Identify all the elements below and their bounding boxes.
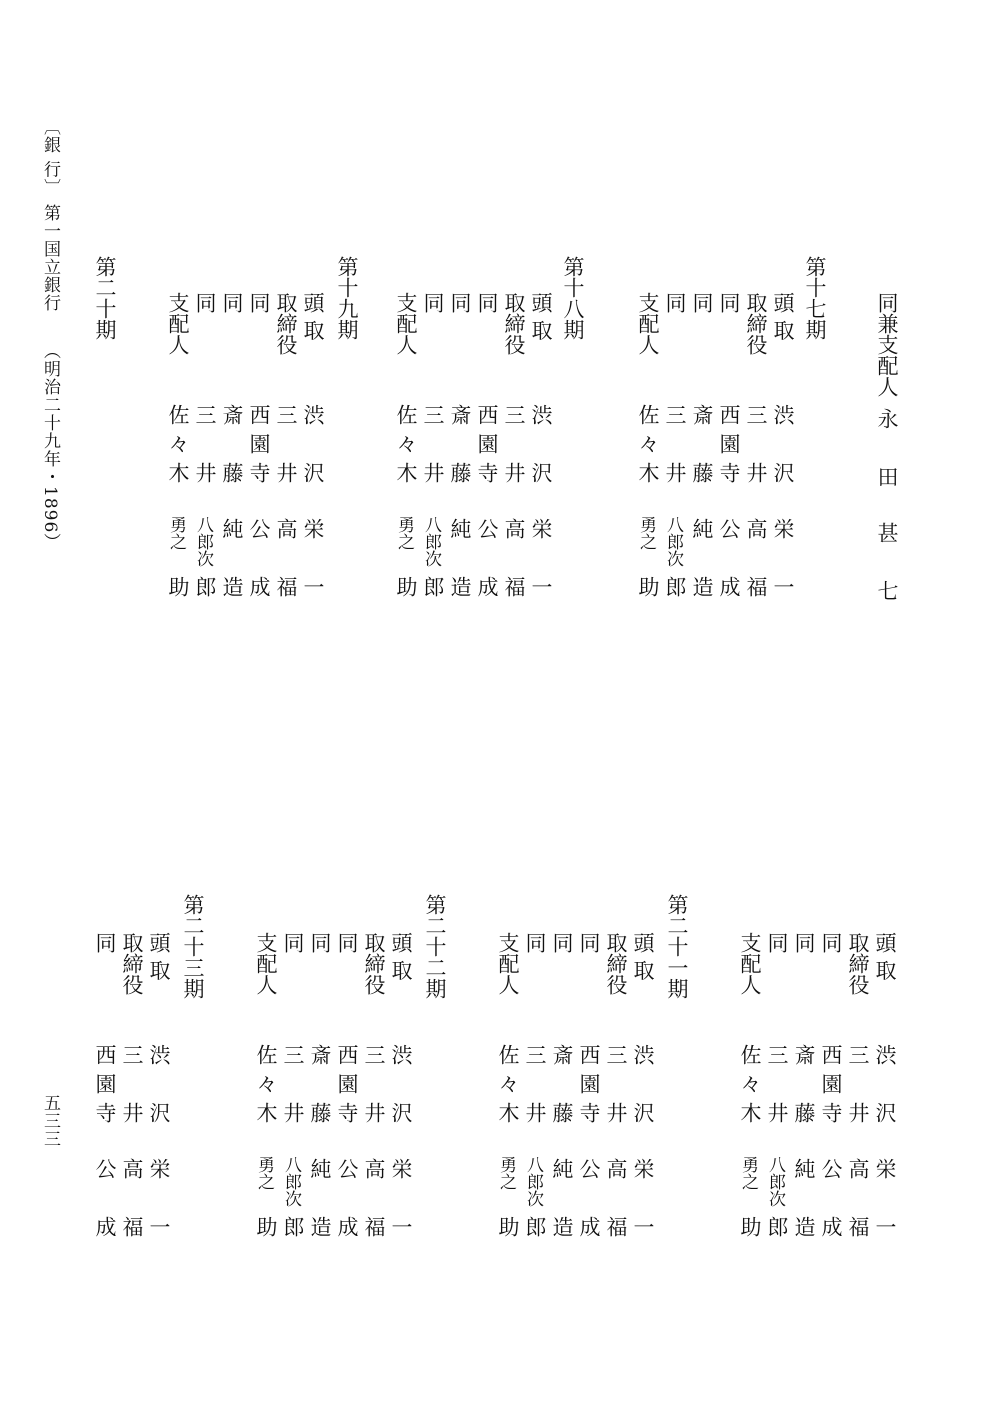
period-18-role: 頭 取 bbox=[529, 292, 553, 341]
period-17-role: 同 bbox=[717, 292, 741, 313]
period-23-given-part: 公 bbox=[93, 1158, 117, 1179]
period-title-21: 第二十一期 bbox=[665, 894, 689, 999]
period-20-surname-char: 斎 bbox=[792, 1044, 816, 1065]
period-19-surname-char: 三 bbox=[274, 404, 298, 425]
period-18-surname-char: 西 bbox=[475, 404, 499, 425]
period-18-surname-char: 渋 bbox=[529, 404, 553, 425]
period-18-given-part: 勇之 bbox=[394, 516, 414, 550]
period-23-surname-char: 井 bbox=[120, 1102, 144, 1123]
period-17-given-last: 福 bbox=[744, 576, 768, 597]
period-21-surname-char: 園 bbox=[577, 1073, 601, 1094]
period-19-role: 支配人 bbox=[166, 292, 190, 355]
page-number: 五三三 bbox=[40, 1094, 60, 1148]
period-17-surname-char: 々 bbox=[636, 433, 660, 454]
period-17-surname-char: 沢 bbox=[771, 462, 795, 483]
period-22-role: 支配人 bbox=[254, 932, 278, 995]
period-22-surname-char: 沢 bbox=[389, 1102, 413, 1123]
period-17-surname-char: 藤 bbox=[690, 462, 714, 483]
period-21-role: 取締役 bbox=[604, 932, 628, 995]
period-17-surname-char: 渋 bbox=[771, 404, 795, 425]
period-22-given-last: 福 bbox=[362, 1216, 386, 1237]
period-20-role: 頭 取 bbox=[873, 932, 897, 981]
period-19-surname-char: 佐 bbox=[166, 404, 190, 425]
period-20-given-last: 郎 bbox=[765, 1216, 789, 1237]
period-21-given-part: 高 bbox=[604, 1158, 628, 1179]
period-21-surname-char: 三 bbox=[604, 1044, 628, 1065]
period-21-given-part: 公 bbox=[577, 1158, 601, 1179]
period-17-given-last: 助 bbox=[636, 576, 660, 597]
period-21-role: 同 bbox=[523, 932, 547, 953]
period-22-given-last: 一 bbox=[389, 1216, 413, 1237]
period-19-given-part: 公 bbox=[247, 518, 271, 539]
period-20-given-part: 勇之 bbox=[738, 1156, 758, 1190]
period-19-surname-char: 園 bbox=[247, 433, 271, 454]
period-22-surname-char: 寺 bbox=[335, 1102, 359, 1123]
period-22-surname-char: 園 bbox=[335, 1073, 359, 1094]
period-23-given-last: 一 bbox=[147, 1216, 171, 1237]
period-21-given-last: 成 bbox=[577, 1216, 601, 1237]
period-20-given-last: 成 bbox=[819, 1216, 843, 1237]
period-20-surname-char: 木 bbox=[738, 1102, 762, 1123]
period-21-given-last: 郎 bbox=[523, 1216, 547, 1237]
period-19-role: 頭 取 bbox=[301, 292, 325, 341]
period-19-given-last: 成 bbox=[247, 576, 271, 597]
period-18-surname-char: 園 bbox=[475, 433, 499, 454]
period-18-role: 同 bbox=[448, 292, 472, 313]
period-23-role: 頭 取 bbox=[147, 932, 171, 981]
period-17-given-part: 公 bbox=[717, 518, 741, 539]
period-19-role: 取締役 bbox=[274, 292, 298, 355]
period-20-surname-char: 三 bbox=[765, 1044, 789, 1065]
period-23-given-last: 福 bbox=[120, 1216, 144, 1237]
continuation-surname-1: 永 bbox=[875, 408, 899, 429]
period-22-role: 同 bbox=[335, 932, 359, 953]
period-18-given-part: 高 bbox=[502, 518, 526, 539]
period-18-given-last: 造 bbox=[448, 576, 472, 597]
period-19-surname-char: 渋 bbox=[301, 404, 325, 425]
period-17-given-part: 八郎次 bbox=[663, 516, 683, 567]
period-21-given-part: 純 bbox=[550, 1158, 574, 1179]
period-17-surname-char: 井 bbox=[663, 462, 687, 483]
period-21-given-part: 栄 bbox=[631, 1158, 655, 1179]
period-17-role: 支配人 bbox=[636, 292, 660, 355]
period-20-given-last: 福 bbox=[846, 1216, 870, 1237]
period-19-surname-char: 西 bbox=[247, 404, 271, 425]
period-19-role: 同 bbox=[247, 292, 271, 313]
period-19-given-last: 一 bbox=[301, 576, 325, 597]
period-22-surname-char: 藤 bbox=[308, 1102, 332, 1123]
period-23-surname-char: 渋 bbox=[147, 1044, 171, 1065]
period-17-given-last: 一 bbox=[771, 576, 795, 597]
period-19-given-last: 福 bbox=[274, 576, 298, 597]
period-22-given-last: 助 bbox=[254, 1216, 278, 1237]
period-22-surname-char: 斎 bbox=[308, 1044, 332, 1065]
period-22-surname-char: 木 bbox=[254, 1102, 278, 1123]
period-22-role: 同 bbox=[308, 932, 332, 953]
continuation-given-2: 七 bbox=[875, 580, 899, 601]
period-17-surname-char: 園 bbox=[717, 433, 741, 454]
period-17-surname-char: 佐 bbox=[636, 404, 660, 425]
running-header-category: 〔銀 行〕 bbox=[40, 118, 60, 197]
period-21-surname-char: 佐 bbox=[496, 1044, 520, 1065]
period-18-surname-char: 井 bbox=[502, 462, 526, 483]
period-20-given-part: 八郎次 bbox=[765, 1156, 785, 1207]
period-17-given-part: 栄 bbox=[771, 518, 795, 539]
period-23-surname-char: 西 bbox=[93, 1044, 117, 1065]
period-21-surname-char: 々 bbox=[496, 1073, 520, 1094]
period-18-surname-char: 沢 bbox=[529, 462, 553, 483]
period-20-given-last: 造 bbox=[792, 1216, 816, 1237]
period-22-given-part: 公 bbox=[335, 1158, 359, 1179]
period-17-surname-char: 井 bbox=[744, 462, 768, 483]
period-23-given-last: 成 bbox=[93, 1216, 117, 1237]
period-18-surname-char: 寺 bbox=[475, 462, 499, 483]
period-22-given-part: 純 bbox=[308, 1158, 332, 1179]
period-22-given-last: 郎 bbox=[281, 1216, 305, 1237]
period-23-surname-char: 園 bbox=[93, 1073, 117, 1094]
period-21-surname-char: 斎 bbox=[550, 1044, 574, 1065]
period-22-given-part: 八郎次 bbox=[281, 1156, 301, 1207]
period-23-surname-char: 三 bbox=[120, 1044, 144, 1065]
period-21-role: 同 bbox=[577, 932, 601, 953]
period-18-surname-char: 佐 bbox=[394, 404, 418, 425]
period-19-surname-char: 斎 bbox=[220, 404, 244, 425]
period-20-surname-char: 藤 bbox=[792, 1102, 816, 1123]
period-22-surname-char: 西 bbox=[335, 1044, 359, 1065]
period-title-17: 第十七期 bbox=[803, 256, 827, 340]
period-title-23: 第二十三期 bbox=[181, 894, 205, 999]
period-17-given-last: 造 bbox=[690, 576, 714, 597]
period-19-given-part: 八郎次 bbox=[193, 516, 213, 567]
period-18-given-last: 成 bbox=[475, 576, 499, 597]
period-17-given-last: 成 bbox=[717, 576, 741, 597]
period-17-role: 同 bbox=[663, 292, 687, 313]
period-22-role: 頭 取 bbox=[389, 932, 413, 981]
period-17-given-part: 純 bbox=[690, 518, 714, 539]
period-17-surname-char: 三 bbox=[744, 404, 768, 425]
period-23-given-part: 栄 bbox=[147, 1158, 171, 1179]
period-19-role: 同 bbox=[220, 292, 244, 313]
period-21-surname-char: 井 bbox=[523, 1102, 547, 1123]
period-19-given-last: 郎 bbox=[193, 576, 217, 597]
period-title-22: 第二十二期 bbox=[423, 894, 447, 999]
period-20-given-part: 公 bbox=[819, 1158, 843, 1179]
period-19-surname-char: 々 bbox=[166, 433, 190, 454]
period-17-given-part: 高 bbox=[744, 518, 768, 539]
period-19-surname-char: 井 bbox=[193, 462, 217, 483]
period-18-given-last: 福 bbox=[502, 576, 526, 597]
period-17-role: 取締役 bbox=[744, 292, 768, 355]
period-21-given-last: 福 bbox=[604, 1216, 628, 1237]
period-18-given-part: 公 bbox=[475, 518, 499, 539]
period-21-surname-char: 井 bbox=[604, 1102, 628, 1123]
period-21-given-part: 八郎次 bbox=[523, 1156, 543, 1207]
period-17-surname-char: 木 bbox=[636, 462, 660, 483]
period-18-surname-char: 木 bbox=[394, 462, 418, 483]
period-21-surname-char: 藤 bbox=[550, 1102, 574, 1123]
period-22-surname-char: 々 bbox=[254, 1073, 278, 1094]
period-22-role: 取締役 bbox=[362, 932, 386, 995]
period-19-surname-char: 三 bbox=[193, 404, 217, 425]
period-22-given-part: 勇之 bbox=[254, 1156, 274, 1190]
period-22-given-part: 栄 bbox=[389, 1158, 413, 1179]
period-22-surname-char: 佐 bbox=[254, 1044, 278, 1065]
running-header-bank: 第一国立銀行 bbox=[40, 204, 60, 312]
period-17-surname-char: 斎 bbox=[690, 404, 714, 425]
period-17-surname-char: 西 bbox=[717, 404, 741, 425]
period-18-given-part: 栄 bbox=[529, 518, 553, 539]
period-20-given-part: 純 bbox=[792, 1158, 816, 1179]
period-23-surname-char: 寺 bbox=[93, 1102, 117, 1123]
period-18-surname-char: 三 bbox=[421, 404, 445, 425]
period-18-surname-char: 々 bbox=[394, 433, 418, 454]
period-21-surname-char: 西 bbox=[577, 1044, 601, 1065]
period-22-given-part: 高 bbox=[362, 1158, 386, 1179]
continuation-surname-2: 田 bbox=[875, 466, 899, 487]
period-18-given-part: 八郎次 bbox=[421, 516, 441, 567]
period-17-role: 同 bbox=[690, 292, 714, 313]
period-18-surname-char: 藤 bbox=[448, 462, 472, 483]
period-20-role: 同 bbox=[819, 932, 843, 953]
period-18-given-part: 純 bbox=[448, 518, 472, 539]
period-20-role: 取締役 bbox=[846, 932, 870, 995]
period-20-surname-char: 井 bbox=[765, 1102, 789, 1123]
period-22-surname-char: 三 bbox=[281, 1044, 305, 1065]
period-20-surname-char: 西 bbox=[819, 1044, 843, 1065]
period-22-given-last: 成 bbox=[335, 1216, 359, 1237]
period-19-given-last: 造 bbox=[220, 576, 244, 597]
period-22-surname-char: 井 bbox=[281, 1102, 305, 1123]
period-22-surname-char: 井 bbox=[362, 1102, 386, 1123]
period-19-surname-char: 寺 bbox=[247, 462, 271, 483]
period-23-surname-char: 沢 bbox=[147, 1102, 171, 1123]
period-19-surname-char: 木 bbox=[166, 462, 190, 483]
period-21-given-last: 助 bbox=[496, 1216, 520, 1237]
continuation-given-1: 甚 bbox=[875, 522, 899, 543]
period-19-given-part: 純 bbox=[220, 518, 244, 539]
period-20-role: 同 bbox=[765, 932, 789, 953]
period-18-role: 同 bbox=[421, 292, 445, 313]
period-20-given-part: 高 bbox=[846, 1158, 870, 1179]
period-22-role: 同 bbox=[281, 932, 305, 953]
period-20-surname-char: 寺 bbox=[819, 1102, 843, 1123]
period-23-role: 取締役 bbox=[120, 932, 144, 995]
period-20-surname-char: 園 bbox=[819, 1073, 843, 1094]
period-19-surname-char: 沢 bbox=[301, 462, 325, 483]
period-21-given-last: 一 bbox=[631, 1216, 655, 1237]
period-22-given-last: 造 bbox=[308, 1216, 332, 1237]
period-20-surname-char: 沢 bbox=[873, 1102, 897, 1123]
period-22-surname-char: 渋 bbox=[389, 1044, 413, 1065]
period-18-given-last: 郎 bbox=[421, 576, 445, 597]
period-19-surname-char: 井 bbox=[274, 462, 298, 483]
period-19-given-part: 栄 bbox=[301, 518, 325, 539]
period-20-surname-char: 三 bbox=[846, 1044, 870, 1065]
period-17-given-last: 郎 bbox=[663, 576, 687, 597]
period-21-surname-char: 寺 bbox=[577, 1102, 601, 1123]
period-21-role: 支配人 bbox=[496, 932, 520, 995]
period-18-surname-char: 斎 bbox=[448, 404, 472, 425]
period-19-given-part: 高 bbox=[274, 518, 298, 539]
period-18-surname-char: 井 bbox=[421, 462, 445, 483]
period-18-role: 取締役 bbox=[502, 292, 526, 355]
period-21-role: 頭 取 bbox=[631, 932, 655, 981]
period-18-role: 同 bbox=[475, 292, 499, 313]
period-18-given-last: 一 bbox=[529, 576, 553, 597]
period-title-18: 第十八期 bbox=[561, 256, 585, 340]
period-20-role: 支配人 bbox=[738, 932, 762, 995]
period-20-given-part: 栄 bbox=[873, 1158, 897, 1179]
period-19-given-part: 勇之 bbox=[166, 516, 186, 550]
period-21-surname-char: 木 bbox=[496, 1102, 520, 1123]
period-20-surname-char: 井 bbox=[846, 1102, 870, 1123]
period-21-surname-char: 渋 bbox=[631, 1044, 655, 1065]
period-23-role: 同 bbox=[93, 932, 117, 953]
period-title-19: 第十九期 bbox=[335, 256, 359, 340]
period-22-surname-char: 三 bbox=[362, 1044, 386, 1065]
period-20-surname-char: 々 bbox=[738, 1073, 762, 1094]
running-header-date: （明治二十九年・1896） bbox=[40, 342, 60, 552]
period-17-surname-char: 寺 bbox=[717, 462, 741, 483]
period-23-given-part: 高 bbox=[120, 1158, 144, 1179]
period-18-given-last: 助 bbox=[394, 576, 418, 597]
period-18-role: 支配人 bbox=[394, 292, 418, 355]
period-19-role: 同 bbox=[193, 292, 217, 313]
period-21-surname-char: 沢 bbox=[631, 1102, 655, 1123]
period-title-20: 第二十期 bbox=[93, 256, 117, 340]
period-17-role: 頭 取 bbox=[771, 292, 795, 341]
period-20-surname-char: 渋 bbox=[873, 1044, 897, 1065]
period-17-surname-char: 三 bbox=[663, 404, 687, 425]
period-20-given-last: 一 bbox=[873, 1216, 897, 1237]
period-21-role: 同 bbox=[550, 932, 574, 953]
period-20-given-last: 助 bbox=[738, 1216, 762, 1237]
period-21-surname-char: 三 bbox=[523, 1044, 547, 1065]
period-19-surname-char: 藤 bbox=[220, 462, 244, 483]
period-19-given-last: 助 bbox=[166, 576, 190, 597]
period-21-given-part: 勇之 bbox=[496, 1156, 516, 1190]
continuation-role: 同兼支配人 bbox=[875, 292, 899, 397]
period-20-role: 同 bbox=[792, 932, 816, 953]
period-18-surname-char: 三 bbox=[502, 404, 526, 425]
period-20-surname-char: 佐 bbox=[738, 1044, 762, 1065]
period-21-given-last: 造 bbox=[550, 1216, 574, 1237]
period-17-given-part: 勇之 bbox=[636, 516, 656, 550]
